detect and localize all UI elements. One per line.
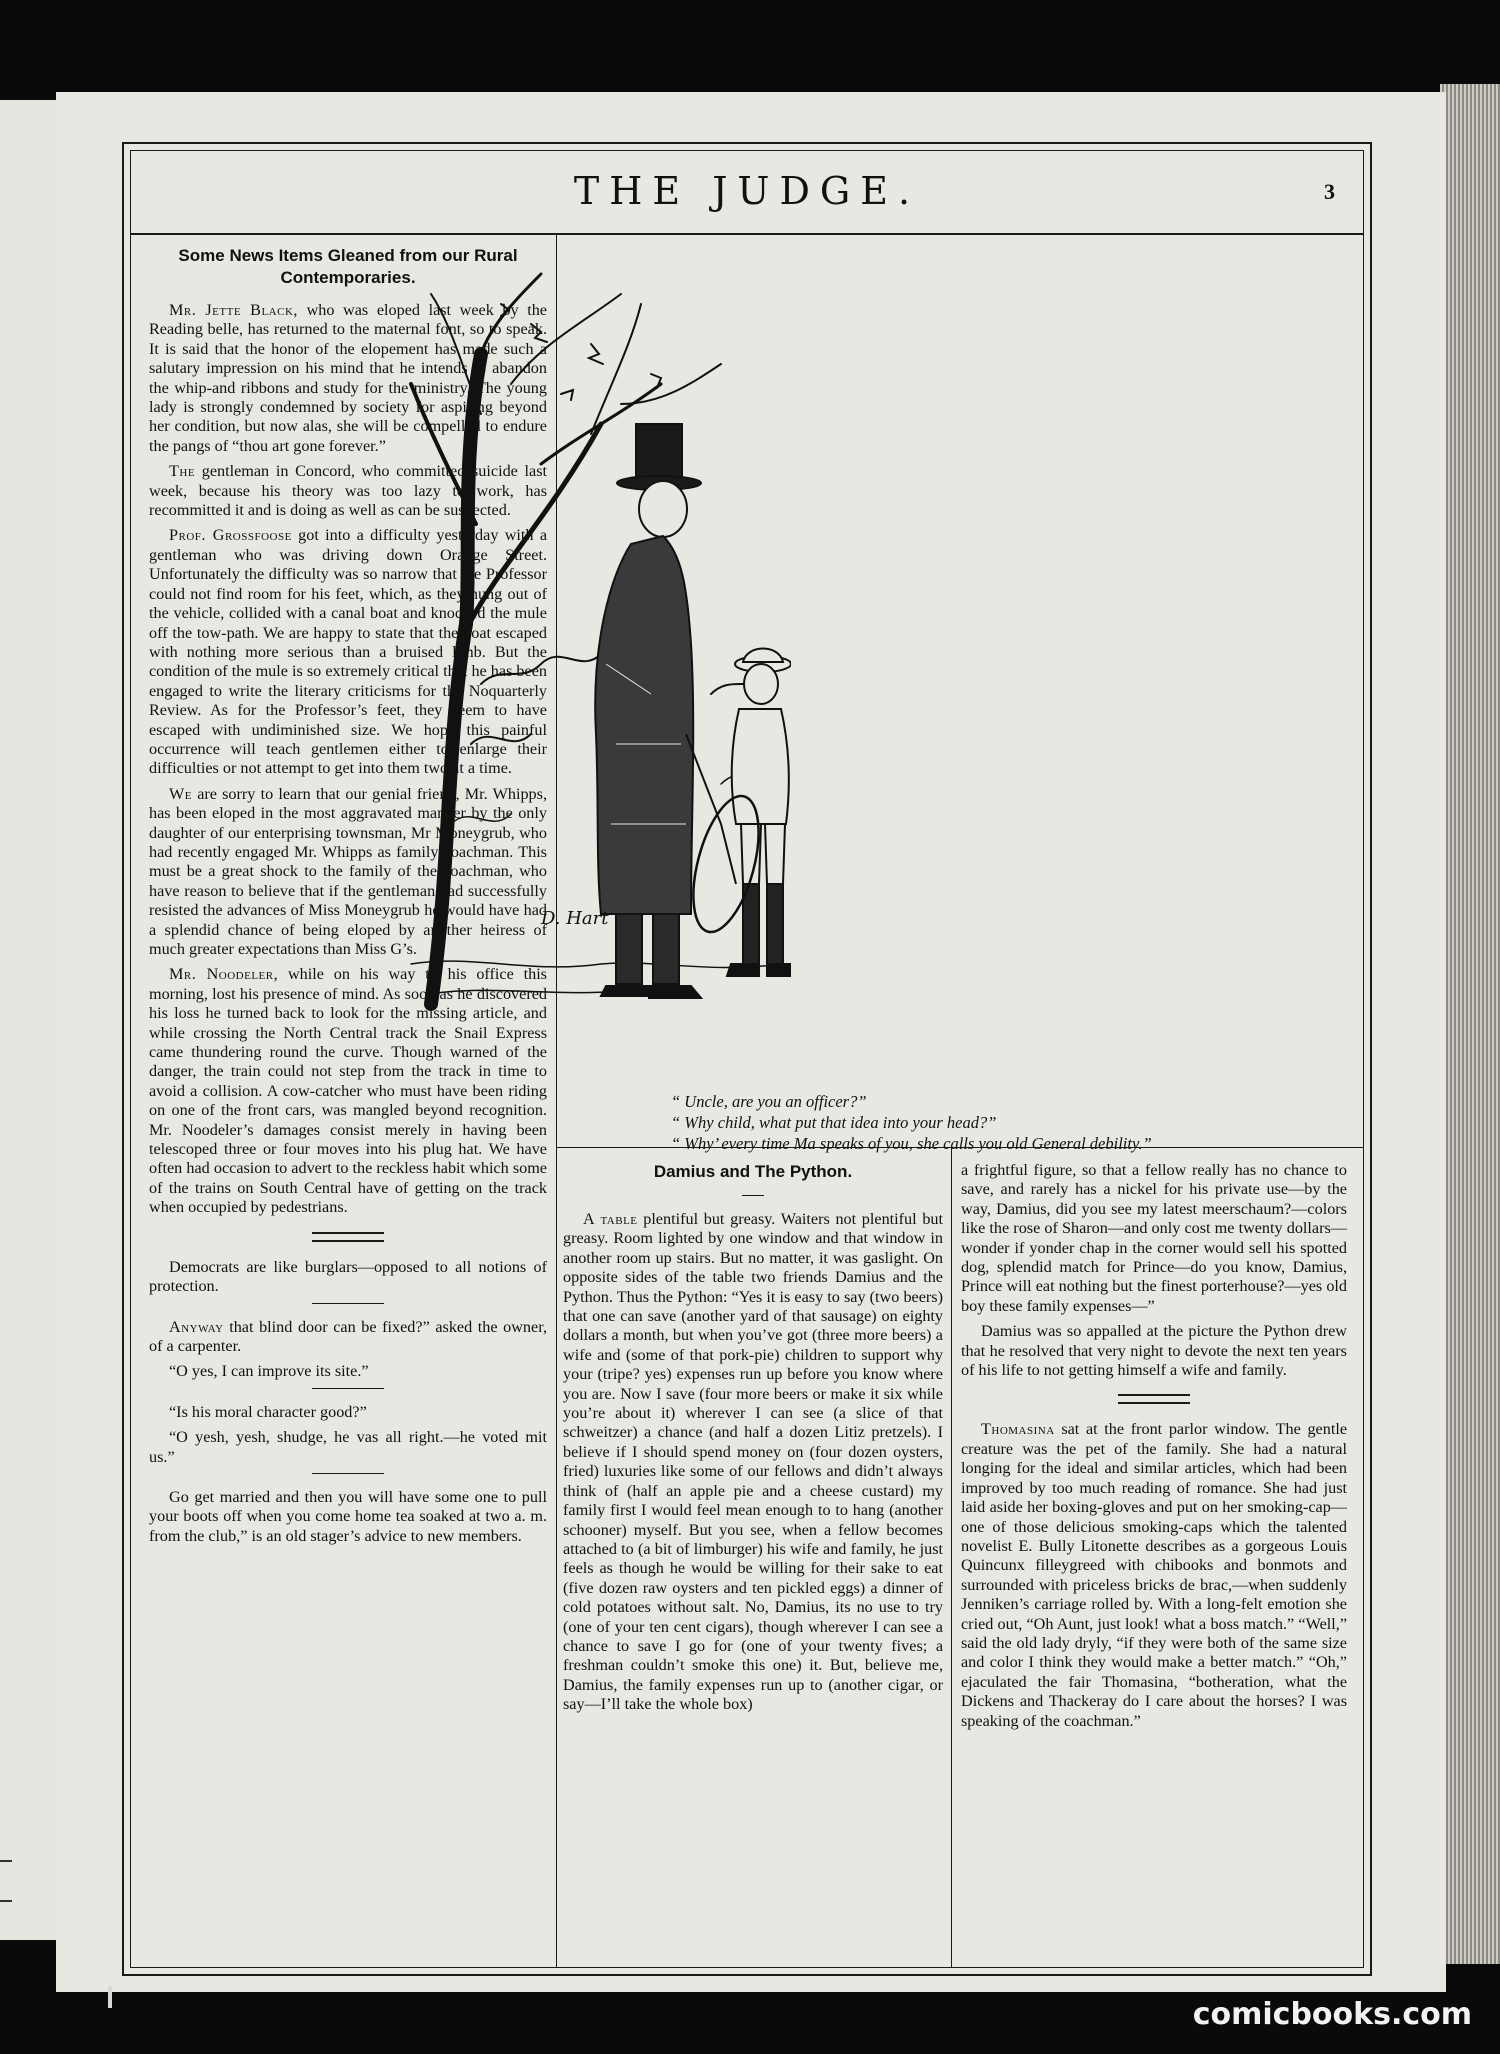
- right-column: [961, 1161, 1347, 1737]
- column-divider-right: [951, 1147, 952, 1967]
- item-anyway: Anyway that blind door can be fixed?” asked the owner, of a carpenter.: [149, 1317, 548, 1355]
- thomasina-story: Thomasina sat at the front parlor window. The gentle creature was the pet of the family. She had a natural longing for the ideal and similar articles, which had been improved by too much reading of romance. She had just laid aside her boxing-gloves and put on her smoking-cap—one of those delicious smoking-caps which the talented novelist E. Bully Litonette describes as a gorgeous Louis Quincunx filleygreed with chibooks and bonmots and surrounded with priceless bricks de brac,—when suddenly Jenniken’s carriage rolled by. With a long-felt emotion she cried out, “Oh Aunt, just look! what a boss match.” “Well,” said the old lady dryly, “if they were both of the same size and color I think they would make a better match.” “Oh,” ejaculated the fair Thomasina, “botheration, what the Dickens and Thackeray do I care about the horses? I was speaking of the coachman.”: [961, 1420, 1348, 1730]
- short-rule: [742, 1195, 764, 1196]
- item-grossfoose: Prof. Grossfoose got into a difficulty yesterday with a gentleman who was driving down Orange Street. Unfortunately the difficulty was so narrow that the Professor could not find room for his feet, which, as they hung out of the vehicle, collided with a canal boat and knocked the mule off the tow-path. We are happy to state that the boat escaped with nothing more serious than a bruised limb. But the condition of the mule is so extremely critical that he has been engaged to write the literary criticisms for the Noquarterly Review. As for the Professor’s feet, they seem to have escaped with undiminished size. We hope this painful occurrence will teach gentlemen either to enlarge their difficulties or not attempt to get into them two at a time.: [149, 526, 548, 778]
- short-rule: [312, 1473, 384, 1474]
- item-noodeler: Mr. Noodeler, while on his way to his office this morning, lost his presence of mind. As soon as he discovered his loss he turned back to look for the missing article, and while crossing the North Central track the Snail Express came thundering round the curve. Though warned of the danger, the train could not step from the track in time to avoid a collision. A cow-catcher who must have been riding on one of the front cars, was mangled beyond recognition. Mr. Noodeler’s damages consist merely in having been telescoped three or four moves into his plug hat. We have often had occasion to advert to the reckless habit which some of the trains on South Central have of getting on the track when occupied by pedestrians.: [149, 965, 547, 1217]
- page-border: [122, 142, 1372, 1976]
- item-democrats: Democrats are like burglars—opposed to all notions of protection.: [149, 1257, 547, 1296]
- item-anyway-reply: “O yes, I can improve its site.”: [169, 1362, 369, 1381]
- short-rule: [312, 1388, 384, 1389]
- artist-signature: D. Hart: [541, 908, 609, 929]
- double-rule-separator: [312, 1232, 384, 1242]
- scan-artifact-mark: [108, 1986, 112, 2008]
- masthead-title: THE JUDGE.: [573, 169, 921, 213]
- item-moral-question: “Is his moral character good?”: [169, 1402, 367, 1421]
- caption-line-2: “ Why child, what put that idea into your head?”: [671, 1113, 997, 1132]
- caption-line-1: “ Uncle, are you an officer?”: [671, 1092, 867, 1111]
- damius-story-continuation: a frightful figure, so that a fellow really has no chance to save, and rarely has a nickel for his private use—by the way, Damius, did you see my latest meerschaum?—colors like the rose of Sharon—and only cost me twenty dollars—wonder if yonder chap in the corner would sell his spotted dog, splendid match for Prince—do you know, Damius, Prince will eat nothing but the finest porterhouse?—yes old boy these family expenses—”: [961, 1161, 1347, 1315]
- masthead-rule: [131, 233, 1363, 235]
- damius-story-conclusion: Damius was so appalled at the picture the Python drew that he resolved that very night to devote the next ten years of his life to not getting himself a wife and family.: [961, 1322, 1347, 1380]
- newspaper-page: [56, 92, 1446, 1992]
- middle-column: [563, 1161, 943, 1721]
- item-whipps: We are sorry to learn that our genial friend, Mr. Whipps, has been eloped in the most aggravated manner by the only daughter of our enterprising townsman, Mr Moneygrub, who had recently engaged Mr. Whipps as family coachman. This must be a great shock to the family of the coachman, who have reason to believe that if the gentleman had successfully resisted the advances of Miss Moneygrub he would have had a splendid chance of being eloped by another heiress of much greater expectations than Miss G’s.: [149, 784, 547, 958]
- item-jette-black: Mr. Jette Black, who was eloped last week by the Reading belle, has returned to the maternal font, so to speak. It is said that the honor of the elopement has made such a salutary impression on his mind that he intends to abandon the whip-and ribbons and study for the ministry. The young lady is strongly condemned by society for aspiring beyond her condition, but now alas, she will be compelled to endure the pangs of “thou art gone forever.”: [149, 301, 547, 455]
- caption-line-3: “ Why’ every time Ma speaks of you, she calls you old General debility.”: [671, 1134, 1152, 1153]
- item-get-married: Go get married and then you will have some one to pull your boots off when you come home tea soaked at two a. m. from the club,” is an old stager’s advice to new members.: [149, 1487, 547, 1545]
- page-number: 3: [1324, 179, 1335, 204]
- illustration-caption: [671, 1091, 1291, 1154]
- news-items-heading: Some News Items Gleaned from our Rural Contemporaries.: [178, 246, 518, 287]
- item-concord: The gentleman in Concord, who committed suicide last week, because his theory was too lazy to work, has recommitted it and is doing as well as can be suspected.: [149, 462, 547, 520]
- page-stack-edge: [1440, 84, 1500, 1964]
- short-rule: [312, 1303, 384, 1304]
- item-moral-reply: “O yesh, yesh, shudge, he vas all right.—he voted mit us.”: [149, 1428, 547, 1466]
- damius-python-heading: Damius and The Python.: [653, 1162, 853, 1181]
- damius-story-body: A table plentiful but greasy. Waiters not plentiful but greasy. Room lighted by one window and that window in another room up stairs. But no matter, it was gaslight. On opposite sides of the table two friends Damius and the Python. Thus the Python: “Yes it is easy to say (two beers) that one can save (another yard of that sausage) on eighty dollars a month, but when you’ve got (three more beers) a wife and (some of that pork-pie) children to support why your (tripe? yes) expenses run up before you know where you are. Now I save (four more beers or make it six while you’re about it) wherever I can see (a slice of that schweitzer) a chance (and half a dozen Litiz pretzels). I believe if I should spend money on (four dozen oysters, fried) luxuries like some of our fellows and didn’t always think of (half an apple pie and a cheese custard) my family first I would feel mean enough to to hang (another schooner) myself. But you see, when a fellow becomes attached to (a bit of limburger) his wife and family, he just feels as though he would be willing for their sake to eat (five dozen raw oysters and ten pickled eggs) a dinner of cold potatoes without salt. No, Damius, its no use to try (one of your ten cent cigars), though wherever I can see a chance to save I go for (one of your twenty fives; a freshman couldn’t smoke this one) it. But, believe me, Damius, the family expenses run up to (another cigar, or say—I’ll take the whole box): [563, 1210, 944, 1714]
- cartoon-illustration: [391, 264, 791, 1024]
- page-inner-border: [130, 150, 1364, 1968]
- double-rule-separator: [1118, 1394, 1190, 1404]
- facing-page-edge: [0, 100, 63, 1940]
- watermark-logo: comicbooks.com: [1192, 1997, 1472, 2032]
